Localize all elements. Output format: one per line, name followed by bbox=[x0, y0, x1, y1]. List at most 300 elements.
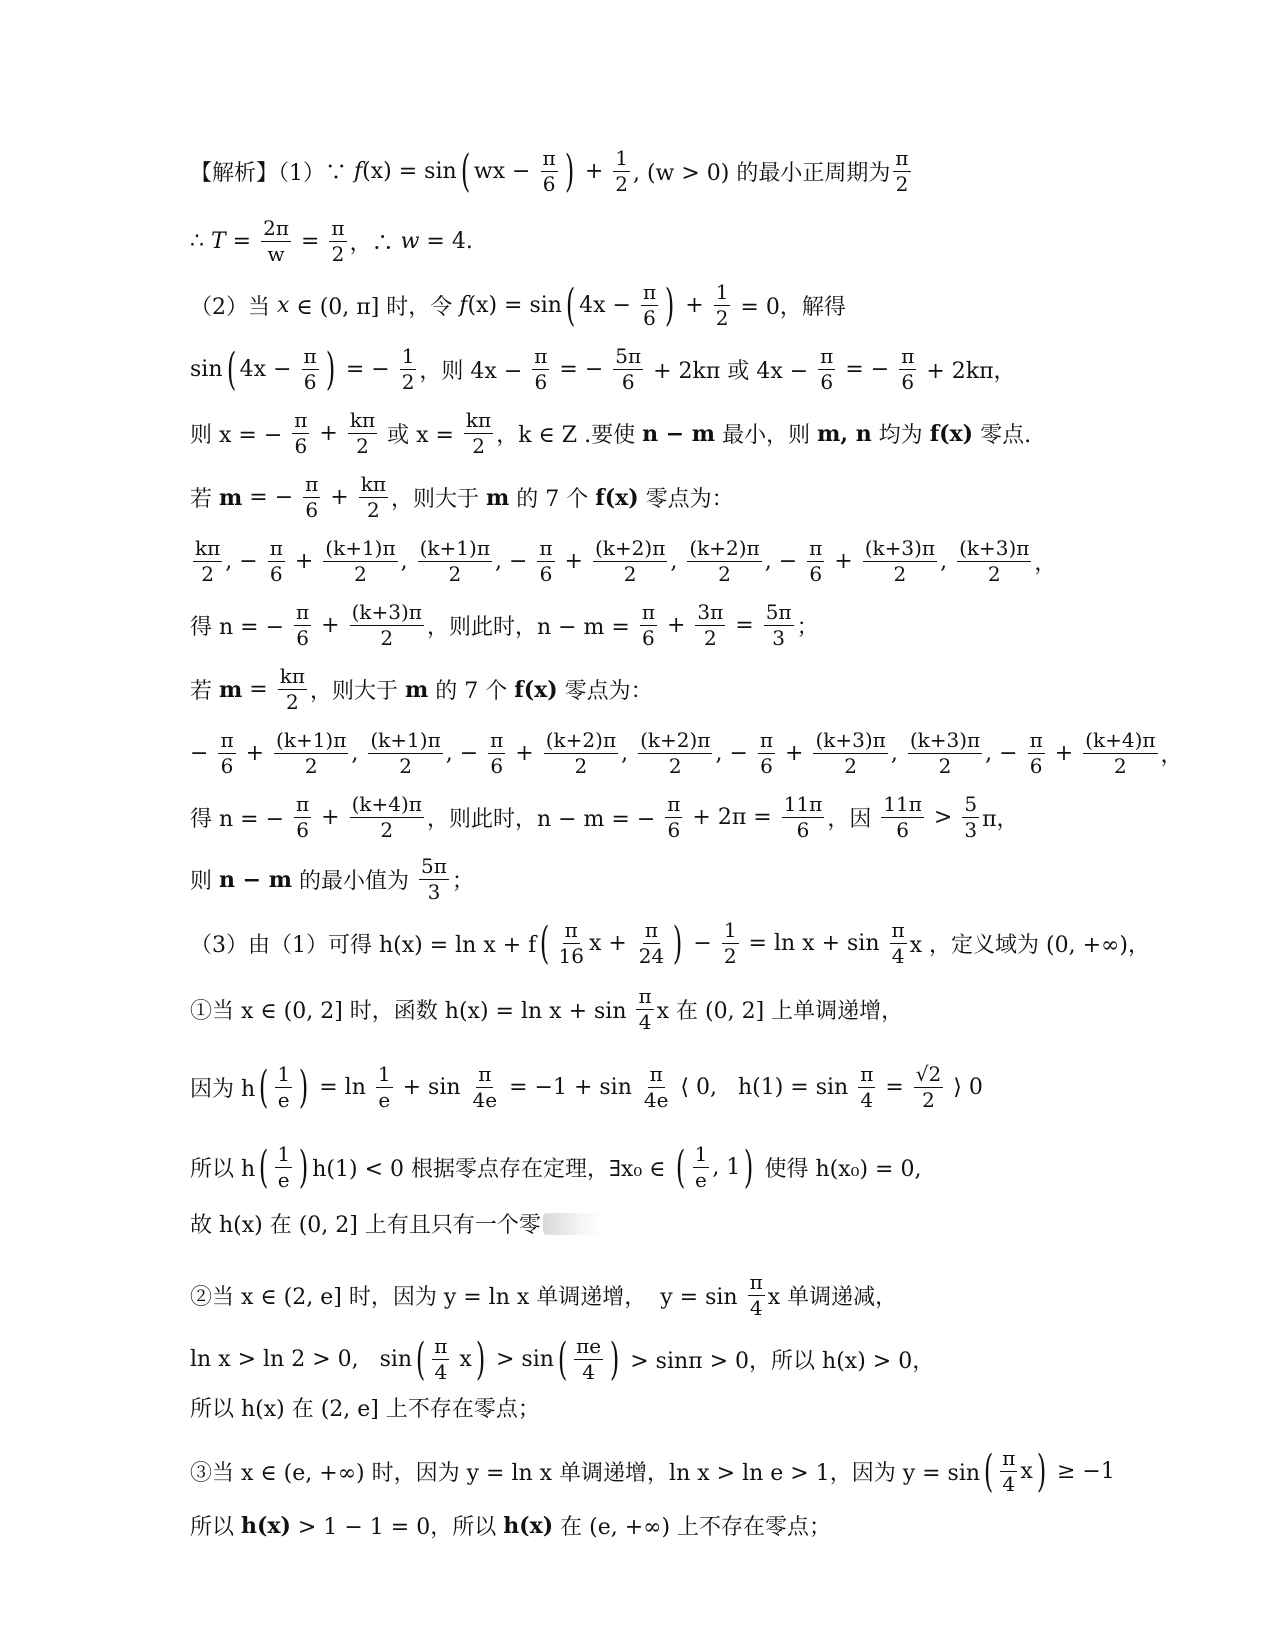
fraction-numerator: 3π bbox=[697, 600, 724, 624]
math-text: 所以 bbox=[190, 1515, 241, 1540]
math-text: 得 n = − bbox=[190, 807, 292, 832]
fraction-denominator: 6 bbox=[642, 626, 655, 650]
math-text: 所以 h(x) 在 (2, e] 上不存在零点； bbox=[190, 1397, 540, 1422]
fraction-denominator: 6 bbox=[294, 434, 308, 458]
fraction-numerator: π bbox=[891, 918, 905, 942]
fraction-denominator: 2 bbox=[668, 754, 682, 778]
fraction-numerator: 1 bbox=[277, 1062, 291, 1086]
math-text: 的最小值为 bbox=[292, 869, 417, 894]
math-text: h(1) < 0 根据零点存在定理，∃x₀ ∈ bbox=[312, 1157, 673, 1182]
math-text: , − bbox=[764, 549, 805, 574]
math-text: = −1 + sin bbox=[502, 1075, 639, 1100]
fraction-denominator: 4 bbox=[891, 944, 905, 968]
math-text: 零点. bbox=[973, 423, 1032, 448]
left-paren: ( bbox=[540, 917, 550, 969]
fraction-numerator: 1 bbox=[723, 918, 737, 942]
fraction-numerator: π bbox=[331, 216, 345, 240]
right-paren: ) bbox=[298, 1141, 309, 1193]
math-text: > sinπ > 0，所以 h(x) > 0， bbox=[623, 1349, 935, 1374]
fraction-numerator: π bbox=[220, 728, 234, 752]
math-text: 使得 h(x₀) = 0, bbox=[757, 1157, 922, 1182]
fraction bbox=[532, 346, 549, 393]
math-text: (x) = sin bbox=[467, 293, 562, 318]
fraction-denominator: w bbox=[267, 242, 285, 266]
math-text: 若 bbox=[190, 487, 219, 512]
fraction bbox=[574, 1336, 603, 1383]
fraction-numerator: π bbox=[542, 146, 556, 170]
math-text: 零点为： bbox=[557, 679, 653, 704]
left-paren: ( bbox=[226, 343, 236, 395]
fraction-denominator: 4e bbox=[643, 1088, 669, 1112]
fraction bbox=[641, 282, 658, 329]
math-text: + bbox=[323, 485, 356, 510]
fraction-denominator: 2 bbox=[399, 754, 412, 778]
parenthesized-group bbox=[223, 343, 339, 395]
fraction-numerator: 1 bbox=[277, 1142, 291, 1166]
fraction-numerator: 5π bbox=[421, 854, 447, 878]
fraction-denominator: 6 bbox=[1029, 754, 1043, 778]
fraction bbox=[218, 730, 235, 777]
math-text: f(x) bbox=[514, 676, 558, 703]
fraction bbox=[303, 474, 320, 521]
fraction-denominator: 4 bbox=[434, 1360, 448, 1384]
fraction bbox=[274, 730, 348, 777]
math-text: f(x) bbox=[595, 484, 639, 511]
fraction-denominator: 2 bbox=[380, 626, 394, 650]
math-text: （3）由（1）可得 h(x) = ln x + f bbox=[190, 933, 537, 958]
math-text: + bbox=[312, 421, 345, 446]
math-text: = bbox=[878, 1075, 911, 1100]
fraction-denominator: 2 bbox=[472, 434, 485, 458]
fraction-numerator: kπ bbox=[279, 664, 305, 688]
fraction-denominator: 3 bbox=[964, 818, 978, 842]
right-paren: ) bbox=[664, 279, 675, 331]
fraction-numerator: π bbox=[649, 1062, 663, 1086]
fraction-numerator: π bbox=[901, 344, 915, 368]
math-text: > sin bbox=[489, 1347, 554, 1372]
fraction bbox=[323, 538, 397, 585]
math-text: 【解析】（1）∵ bbox=[190, 161, 354, 186]
math-text: 得 n = − bbox=[190, 615, 292, 640]
solution-line bbox=[190, 538, 1056, 585]
fraction-numerator: 11π bbox=[783, 792, 823, 816]
math-text: ③当 x ∈ (e, +∞) 时，因为 y = ln x 单调递增，ln x > ln e > 1，因为 y = sin bbox=[190, 1461, 981, 1486]
fraction bbox=[275, 1064, 292, 1111]
fraction-numerator: (k+3)π bbox=[351, 600, 422, 624]
math-text: + bbox=[1047, 741, 1081, 766]
fraction-numerator: 2π bbox=[263, 216, 289, 240]
fraction bbox=[537, 538, 554, 585]
solution-line bbox=[190, 730, 1183, 777]
fraction-numerator: π bbox=[539, 536, 553, 560]
solution-line bbox=[190, 410, 1031, 457]
math-text: + bbox=[659, 613, 693, 638]
fraction bbox=[695, 602, 725, 649]
right-paren: ) bbox=[744, 1141, 754, 1193]
fraction bbox=[193, 538, 222, 585]
solution-line bbox=[190, 343, 1016, 395]
left-paren: ( bbox=[565, 279, 576, 331]
solution-line bbox=[190, 1061, 983, 1113]
math-text: + 2π = bbox=[685, 805, 779, 830]
fraction-denominator: 2 bbox=[895, 172, 909, 196]
solution-line bbox=[190, 1333, 935, 1385]
math-text: x 在 (0, 2] 上单调递增， bbox=[656, 999, 904, 1024]
fraction-numerator: (k+1)π bbox=[419, 536, 490, 560]
math-text: 所以 h bbox=[190, 1157, 256, 1182]
right-paren: ) bbox=[475, 1333, 486, 1385]
math-text: ，∴ bbox=[349, 231, 401, 256]
fraction-numerator: 1 bbox=[694, 1142, 708, 1166]
fraction bbox=[275, 1144, 292, 1191]
math-text: m bbox=[404, 676, 429, 703]
math-text: 因为 h bbox=[190, 1077, 256, 1102]
math-text: sin bbox=[190, 357, 223, 382]
math-text: , bbox=[351, 741, 366, 766]
fraction bbox=[957, 538, 1031, 585]
fraction-numerator: (k+4)π bbox=[351, 792, 422, 816]
fraction-denominator: 4 bbox=[749, 1296, 763, 1320]
fraction bbox=[914, 1064, 943, 1111]
fraction-numerator: π bbox=[642, 280, 657, 304]
fraction-denominator: 4 bbox=[582, 1360, 595, 1384]
fraction bbox=[593, 538, 667, 585]
fraction bbox=[764, 602, 794, 649]
fraction-denominator: 2 bbox=[285, 690, 299, 714]
fraction-numerator: kπ bbox=[465, 408, 492, 432]
math-text: ∴ bbox=[190, 229, 211, 254]
blurred-watermark bbox=[543, 1213, 603, 1235]
fraction bbox=[488, 730, 505, 777]
math-text: = 4. bbox=[419, 229, 473, 254]
math-text: + bbox=[557, 549, 590, 574]
math-text: = − bbox=[338, 357, 397, 382]
left-paren: ( bbox=[983, 1445, 994, 1497]
math-text: m bbox=[485, 484, 510, 511]
fraction bbox=[432, 1336, 449, 1383]
solution-line bbox=[190, 794, 1019, 841]
fraction-denominator: 16 bbox=[558, 944, 584, 968]
fraction bbox=[376, 1064, 393, 1111]
math-text: 若 bbox=[190, 679, 219, 704]
solution-line bbox=[190, 1392, 540, 1423]
fraction-numerator: π bbox=[759, 728, 774, 752]
math-text: + sin bbox=[395, 1075, 468, 1100]
fraction-denominator: 2 bbox=[623, 562, 637, 586]
fraction-numerator: (k+4)π bbox=[1085, 728, 1156, 752]
math-text: + bbox=[287, 549, 321, 574]
math-text: = bbox=[242, 677, 275, 702]
fraction-numerator: π bbox=[641, 600, 655, 624]
fraction bbox=[1028, 730, 1045, 777]
fraction bbox=[294, 602, 311, 649]
fraction bbox=[890, 920, 907, 967]
math-text: 则 x = − bbox=[190, 423, 290, 448]
fraction-denominator: e bbox=[277, 1088, 290, 1112]
fraction-numerator: (k+1)π bbox=[370, 728, 441, 752]
fraction-numerator: π bbox=[667, 792, 681, 816]
math-text: ⟨ 0, h(1) = sin bbox=[673, 1075, 856, 1100]
math-text: + bbox=[827, 549, 860, 574]
math-text: x bbox=[452, 1347, 472, 1372]
fraction bbox=[899, 346, 916, 393]
fraction-numerator: π bbox=[490, 728, 504, 752]
fraction-denominator: 2 bbox=[723, 944, 737, 968]
math-text: π， bbox=[982, 807, 1019, 832]
fraction-denominator: e bbox=[277, 1168, 290, 1192]
math-text: ≥ −1 bbox=[1049, 1459, 1115, 1484]
fraction bbox=[350, 794, 424, 841]
fraction bbox=[544, 730, 618, 777]
fraction-denominator: 2 bbox=[938, 754, 952, 778]
parenthesized-group bbox=[554, 1333, 623, 1385]
math-text: , − bbox=[715, 741, 755, 766]
fraction bbox=[613, 346, 643, 393]
math-text: = ln x + sin bbox=[741, 931, 887, 956]
math-text: 则 bbox=[190, 869, 219, 894]
right-paren: ) bbox=[325, 343, 335, 395]
fraction-denominator: 2 bbox=[893, 562, 907, 586]
math-text: , bbox=[890, 741, 905, 766]
math-text: 故 h(x) 在 (0, 2] 上有且只有一个零 bbox=[190, 1213, 541, 1238]
fraction-denominator: 2 bbox=[380, 818, 394, 842]
fraction bbox=[638, 730, 712, 777]
fraction-denominator: 2 bbox=[331, 242, 345, 266]
fraction bbox=[1000, 1448, 1017, 1495]
fraction-numerator: (k+3)π bbox=[815, 728, 886, 752]
fraction-denominator: 6 bbox=[269, 562, 283, 586]
fraction bbox=[329, 218, 346, 265]
math-text: f bbox=[354, 159, 363, 184]
fraction-numerator: (k+1)π bbox=[276, 728, 347, 752]
math-text: ∈ (0, π] 时，令 bbox=[289, 295, 460, 320]
math-text: ，则大于 bbox=[390, 487, 486, 512]
math-text: 的 7 个 bbox=[509, 487, 596, 512]
math-text: + bbox=[778, 741, 811, 766]
math-text: ln x > ln 2 > 0, sin bbox=[190, 1347, 413, 1372]
math-text: + bbox=[678, 293, 711, 318]
math-text: 4x − bbox=[239, 357, 299, 382]
math-text: w bbox=[400, 229, 420, 254]
fraction-denominator: 2 bbox=[615, 172, 628, 196]
fraction bbox=[294, 794, 311, 841]
math-text: x 单调递减， bbox=[767, 1285, 898, 1310]
right-paren: ) bbox=[1036, 1445, 1047, 1497]
fraction-denominator: 6 bbox=[490, 754, 504, 778]
fraction-denominator: 6 bbox=[621, 370, 635, 394]
math-text: ， bbox=[1160, 743, 1183, 768]
fraction-numerator: (k+2)π bbox=[545, 728, 617, 752]
fraction bbox=[419, 856, 449, 903]
math-text: x bbox=[1020, 1459, 1033, 1484]
math-text: , − bbox=[494, 549, 535, 574]
fraction bbox=[748, 1272, 765, 1319]
fraction-numerator: π bbox=[895, 146, 909, 170]
math-text: , bbox=[621, 741, 636, 766]
fraction-numerator: kπ bbox=[195, 536, 221, 560]
fraction-numerator: 5π bbox=[765, 600, 792, 624]
math-text: = − bbox=[552, 357, 611, 382]
fraction-denominator: 24 bbox=[638, 944, 665, 968]
fraction-denominator: 6 bbox=[901, 370, 915, 394]
math-text: 4x − bbox=[579, 293, 638, 318]
solution-line bbox=[190, 917, 1150, 969]
fraction-denominator: 3 bbox=[427, 880, 441, 904]
fraction-numerator: (k+3)π bbox=[959, 536, 1030, 560]
fraction-denominator: 2 bbox=[1113, 754, 1127, 778]
math-text: + 2kπ 或 4x − bbox=[646, 359, 816, 384]
fraction bbox=[302, 346, 319, 393]
math-text: （2）当 bbox=[190, 295, 277, 320]
parenthesized-group bbox=[562, 279, 678, 331]
math-text: f bbox=[459, 293, 468, 318]
fraction-numerator: π bbox=[564, 918, 578, 942]
fraction-denominator: 6 bbox=[296, 818, 309, 842]
fraction bbox=[893, 148, 910, 195]
fraction bbox=[400, 346, 417, 393]
fraction bbox=[714, 282, 731, 329]
fraction-denominator: 6 bbox=[667, 818, 681, 842]
fraction-denominator: 6 bbox=[760, 754, 773, 778]
fraction-numerator: π bbox=[305, 472, 319, 496]
fraction-denominator: 2 bbox=[703, 626, 717, 650]
math-text: , − bbox=[445, 741, 486, 766]
fraction bbox=[807, 538, 824, 585]
fraction-numerator: 11π bbox=[883, 792, 922, 816]
fraction bbox=[359, 474, 388, 521]
solution-line bbox=[190, 145, 914, 197]
fraction-numerator: 1 bbox=[615, 146, 628, 170]
fraction bbox=[613, 148, 630, 195]
solution-line bbox=[190, 474, 734, 521]
left-paren: ( bbox=[460, 145, 470, 197]
left-paren: ( bbox=[259, 1141, 269, 1193]
math-text: m bbox=[219, 484, 243, 511]
solution-line bbox=[190, 1445, 1115, 1497]
fraction bbox=[418, 538, 492, 585]
fraction-denominator: 3 bbox=[772, 626, 785, 650]
math-text: ； bbox=[451, 869, 474, 894]
math-text: ，则大于 bbox=[309, 679, 405, 704]
fraction-denominator: 6 bbox=[534, 370, 548, 394]
math-text: = bbox=[225, 229, 259, 254]
fraction-numerator: (k+2)π bbox=[594, 536, 666, 560]
fraction bbox=[368, 730, 442, 777]
right-paren: ) bbox=[298, 1061, 309, 1113]
math-text: , bbox=[940, 549, 955, 574]
math-text: ，则 4x − bbox=[419, 359, 530, 384]
math-text: > bbox=[926, 805, 960, 830]
fraction-numerator: π bbox=[269, 536, 283, 560]
fraction-numerator: π bbox=[296, 792, 310, 816]
fraction-numerator: π bbox=[1002, 1446, 1016, 1470]
math-text: = 0，解得 bbox=[733, 295, 846, 320]
fraction bbox=[642, 1064, 671, 1111]
math-text: = − bbox=[242, 485, 301, 510]
math-text: m bbox=[219, 676, 243, 703]
fraction-numerator: 1 bbox=[377, 1062, 391, 1086]
solution-line bbox=[190, 279, 846, 331]
fraction bbox=[292, 410, 309, 457]
math-text: ②当 x ∈ (2, e] 时，因为 y = ln x 单调递增， y = sin bbox=[190, 1285, 745, 1310]
math-text: > 1 − 1 = 0，所以 bbox=[290, 1515, 504, 1540]
solution-line bbox=[190, 986, 903, 1033]
fraction bbox=[350, 602, 424, 649]
math-text: ，因 bbox=[827, 807, 879, 832]
math-text: , bbox=[400, 549, 415, 574]
fraction-denominator: 4 bbox=[860, 1088, 874, 1112]
math-text: = bbox=[293, 229, 327, 254]
math-text: + bbox=[577, 159, 611, 184]
fraction bbox=[261, 218, 291, 265]
math-text: m, n bbox=[817, 420, 872, 447]
fraction-denominator: 6 bbox=[305, 498, 319, 522]
fraction-numerator: √2 bbox=[915, 1062, 942, 1086]
solution-line bbox=[190, 1272, 897, 1319]
math-text: ，则此时，n − m = bbox=[426, 615, 637, 640]
fraction-denominator: 6 bbox=[643, 306, 656, 330]
fraction bbox=[782, 794, 825, 841]
fraction bbox=[348, 410, 377, 457]
fraction bbox=[813, 730, 887, 777]
math-text: = bbox=[728, 613, 761, 638]
fraction-denominator: 6 bbox=[896, 818, 909, 842]
fraction-denominator: 2 bbox=[356, 434, 369, 458]
math-text: = − bbox=[838, 357, 897, 382]
left-paren: ( bbox=[415, 1333, 426, 1385]
fraction bbox=[640, 602, 657, 649]
math-text: T bbox=[211, 229, 226, 254]
math-text: + bbox=[508, 741, 541, 766]
fraction-numerator: (k+3)π bbox=[909, 728, 981, 752]
fraction-numerator: 1 bbox=[401, 344, 415, 368]
fraction-denominator: 2 bbox=[844, 754, 857, 778]
math-text: ①当 x ∈ (0, 2] 时，函数 h(x) = ln x + sin bbox=[190, 999, 634, 1024]
math-text: − bbox=[686, 931, 719, 956]
fraction-numerator: π bbox=[303, 344, 317, 368]
math-text: + 2kπ， bbox=[919, 359, 1016, 384]
math-text: x + bbox=[588, 931, 634, 956]
math-text: ，k ∈ Z .要使 bbox=[496, 423, 643, 448]
fraction bbox=[637, 920, 666, 967]
left-paren: ( bbox=[259, 1061, 269, 1113]
parenthesized-group bbox=[255, 1141, 312, 1193]
fraction-numerator: (k+3)π bbox=[864, 536, 936, 560]
math-text: 均为 bbox=[871, 423, 930, 448]
right-paren: ) bbox=[673, 917, 683, 969]
fraction bbox=[541, 148, 558, 195]
fraction-numerator: π bbox=[434, 1334, 448, 1358]
fraction-denominator: 6 bbox=[303, 370, 317, 394]
fraction-numerator: π bbox=[294, 408, 308, 432]
fraction bbox=[881, 794, 924, 841]
fraction-denominator: 6 bbox=[809, 562, 823, 586]
fraction-denominator: 6 bbox=[820, 370, 834, 394]
fraction-denominator: e bbox=[378, 1088, 391, 1112]
math-text: ，则此时，n − m = − bbox=[426, 807, 663, 832]
fraction bbox=[557, 920, 586, 967]
fraction-denominator: 2 bbox=[574, 754, 588, 778]
fraction-numerator: 1 bbox=[715, 280, 729, 304]
math-text: + bbox=[314, 805, 347, 830]
parenthesized-group bbox=[255, 1061, 312, 1113]
fraction-numerator: πe bbox=[576, 1334, 602, 1358]
parenthesized-group bbox=[672, 1141, 757, 1193]
left-paren: ( bbox=[557, 1333, 568, 1385]
fraction-numerator: kπ bbox=[349, 408, 376, 432]
math-text: , − bbox=[985, 741, 1025, 766]
fraction bbox=[693, 1144, 710, 1191]
